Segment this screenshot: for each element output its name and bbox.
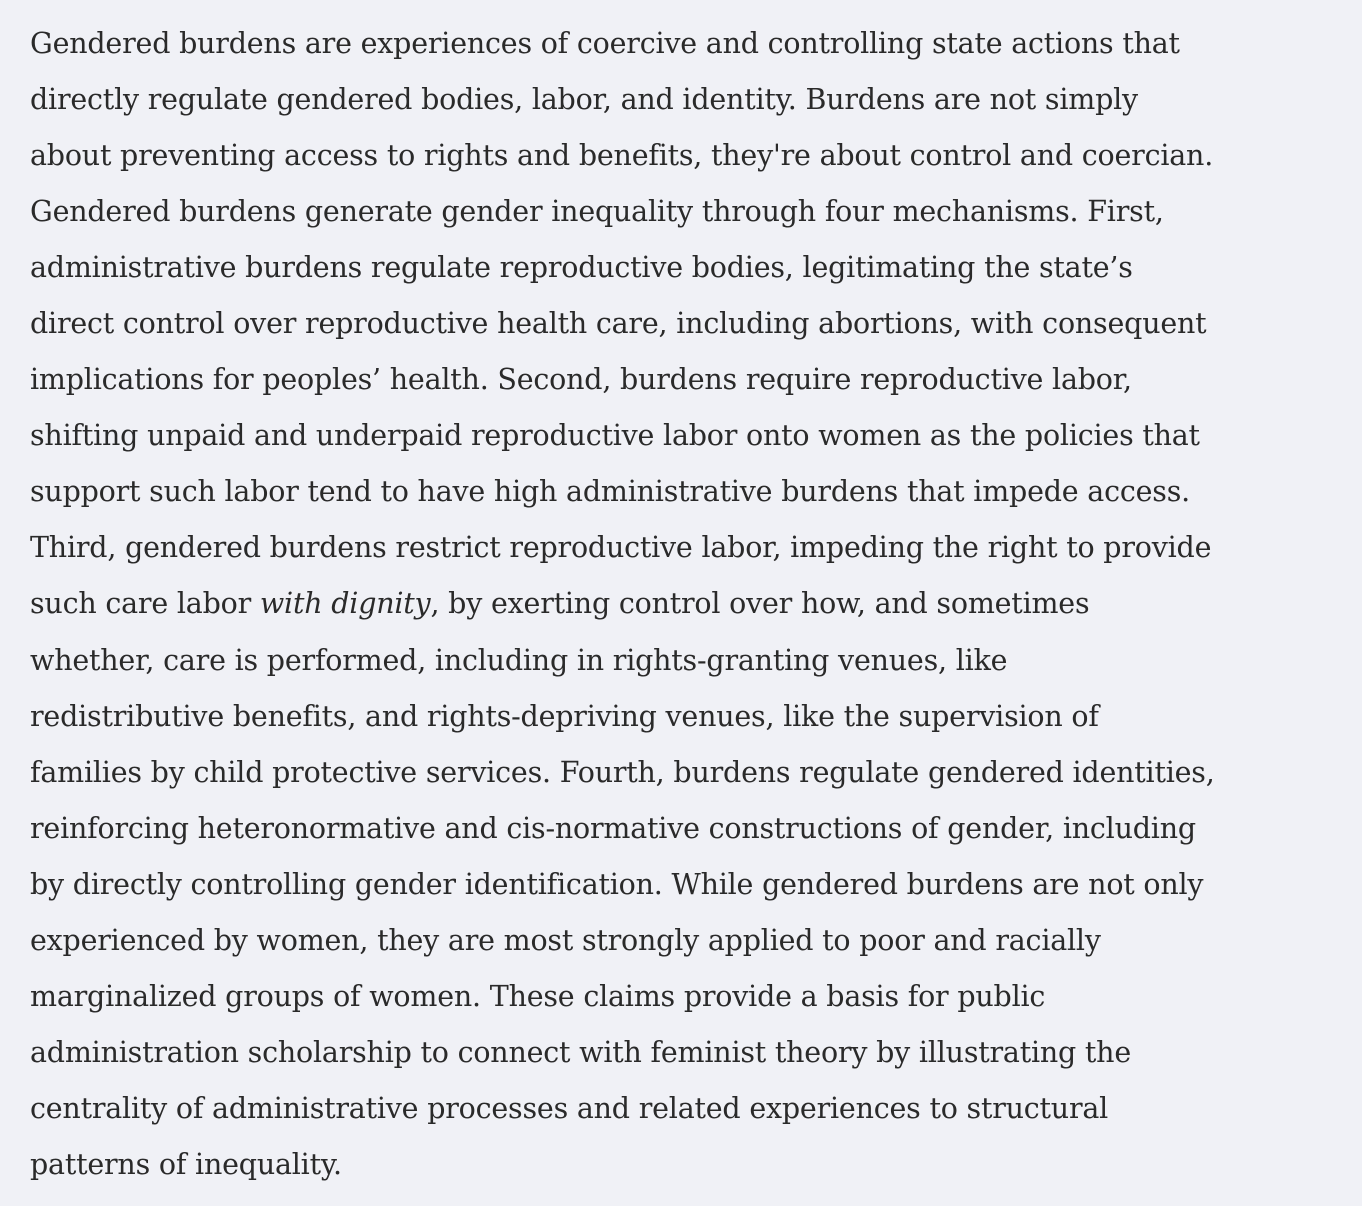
text-line: shifting unpaid and underpaid reproductive labor onto women as the policies that xyxy=(30,419,1200,453)
text-line: families by child protective services. Fourth, burdens regulate gendered identities, xyxy=(30,755,1215,789)
abstract-paragraph xyxy=(30,16,1215,1193)
text-line: Third, gendered burdens restrict reproductive labor, impeding the right to provide xyxy=(30,531,1212,565)
text-line: experienced by women, they are most strongly applied to poor and racially xyxy=(30,923,1101,957)
text-line: Gendered burdens generate gender inequality through four mechanisms. First, xyxy=(30,195,1164,229)
text-segment: such care labor xyxy=(30,587,260,621)
text-line: centrality of administrative processes and related experiences to structural xyxy=(30,1091,1109,1125)
text-line: reinforcing heteronormative and cis-normative constructions of gender, including xyxy=(30,811,1196,845)
text-line: directly regulate gendered bodies, labor, and identity. Burdens are not simply xyxy=(30,83,1138,117)
text-line: marginalized groups of women. These claims provide a basis for public xyxy=(30,979,1046,1013)
text-line: implications for peoples’ health. Second, burdens require reproductive labor, xyxy=(30,363,1132,397)
emphasis-text: with dignity xyxy=(259,587,431,621)
text-line: whether, care is performed, including in rights-granting venues, like xyxy=(30,643,1008,677)
text-line: support such labor tend to have high administrative burdens that impede access. xyxy=(30,475,1190,509)
text-segment: , by exerting control over how, and sometimes xyxy=(430,587,1090,621)
text-line: administration scholarship to connect with feminist theory by illustrating the xyxy=(30,1035,1132,1069)
text-line: direct control over reproductive health care, including abortions, with consequent xyxy=(30,307,1207,341)
text-line: Gendered burdens are experiences of coercive and controlling state actions that xyxy=(30,27,1180,60)
text-line: by directly controlling gender identification. While gendered burdens are not only xyxy=(30,867,1204,901)
text-line: redistributive benefits, and rights-depriving venues, like the supervision of xyxy=(30,699,1099,733)
text-line: about preventing access to rights and benefits, they're about control and coercian. xyxy=(30,139,1214,173)
text-line xyxy=(30,576,1215,632)
text-line: patterns of inequality. xyxy=(30,1147,342,1181)
text-line: administrative burdens regulate reproductive bodies, legitimating the state’s xyxy=(30,251,1133,285)
